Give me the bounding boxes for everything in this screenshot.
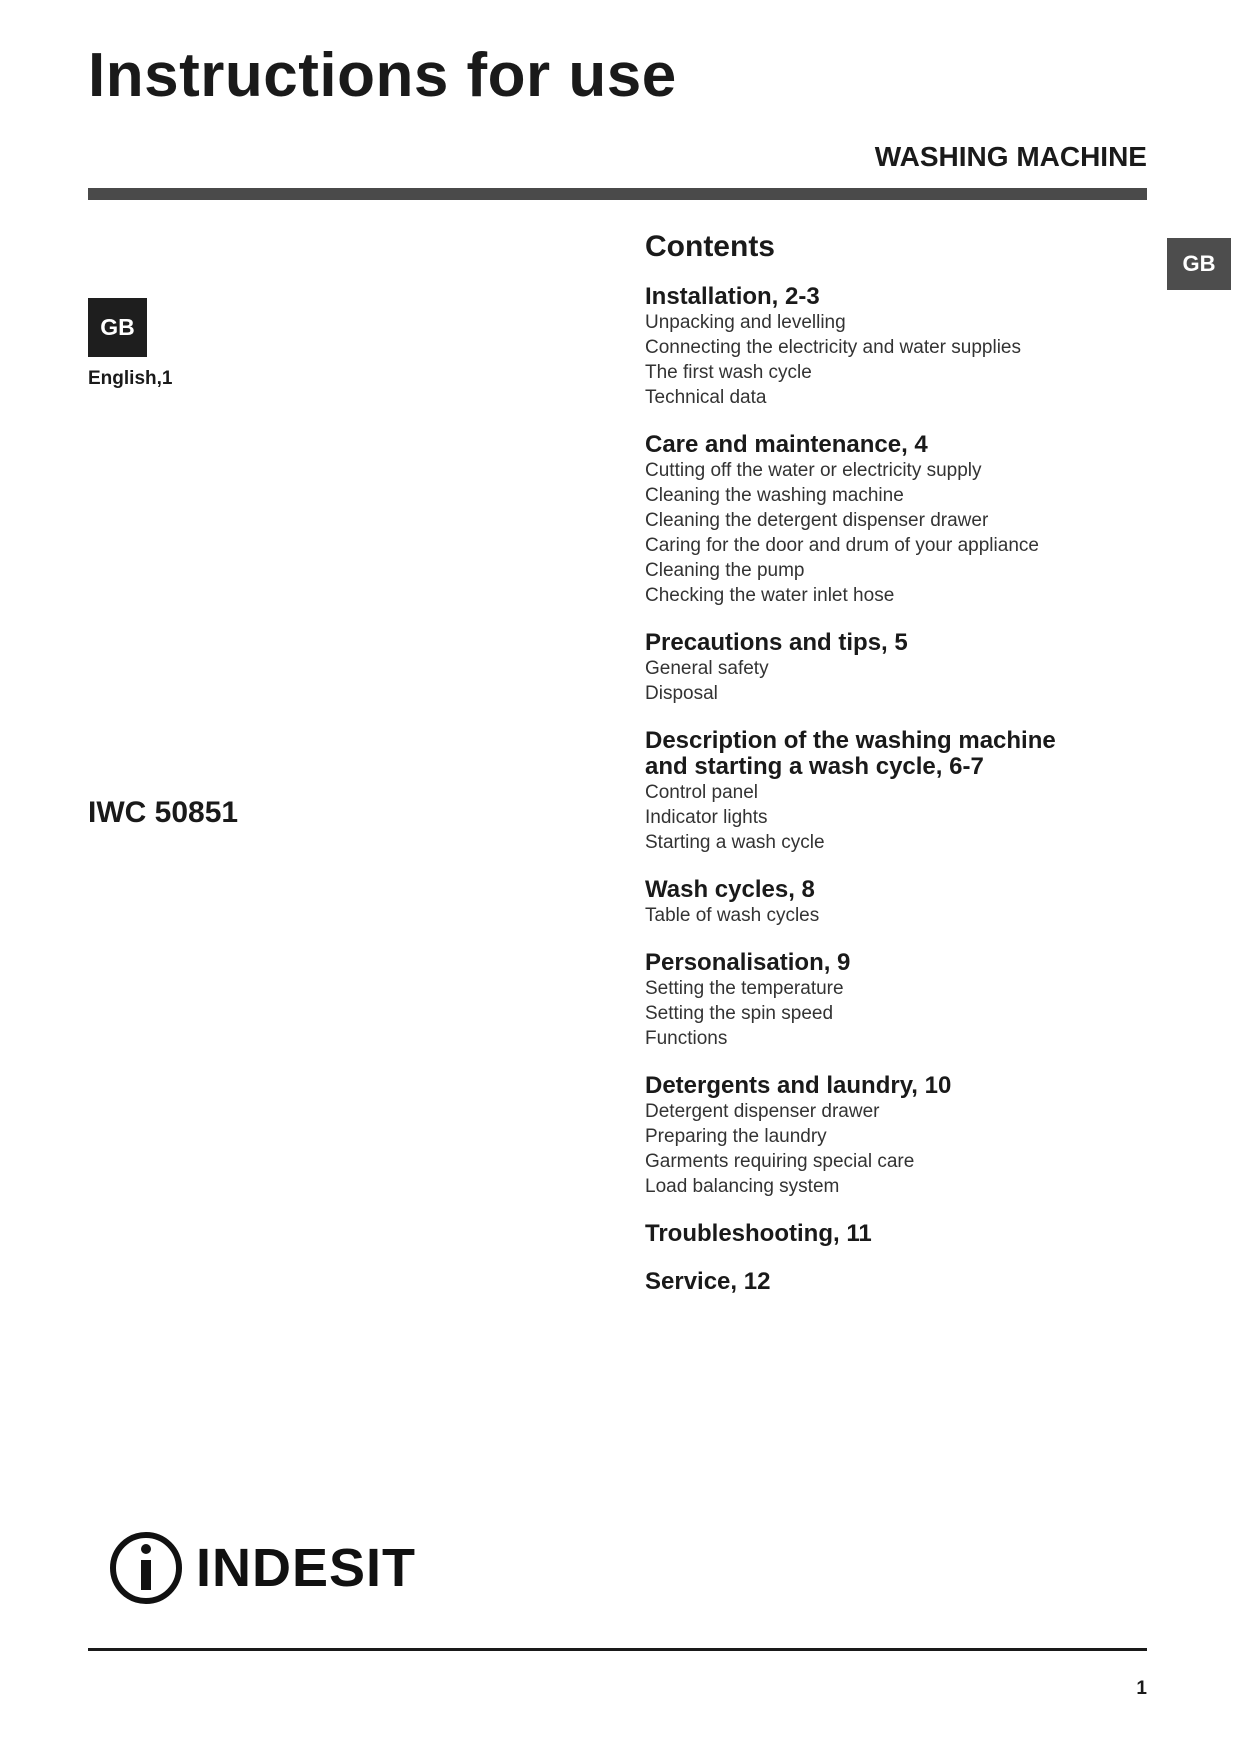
toc-item: Setting the spin speed	[645, 1003, 834, 1024]
toc-section	[645, 432, 1185, 608]
toc-section-title: Personalisation, 9	[645, 949, 851, 976]
toc-item: Starting a wash cycle	[645, 832, 825, 853]
toc-section	[645, 1269, 1185, 1295]
toc-section	[645, 877, 1185, 928]
table-of-contents	[645, 230, 1185, 1317]
toc-section-title: Service, 12	[645, 1268, 771, 1295]
toc-item: Caring for the door and drum of your appliance	[645, 535, 1039, 556]
toc-list	[645, 284, 1185, 1295]
toc-section	[645, 630, 1185, 706]
brand-name: INDESIT	[196, 1538, 417, 1598]
toc-section	[645, 728, 1185, 855]
toc-section-title: Care and maintenance, 4	[645, 431, 928, 458]
product-type: WASHING MACHINE	[874, 141, 1147, 172]
language-side-tab: GB	[1167, 238, 1231, 290]
toc-item: Unpacking and levelling	[645, 312, 846, 333]
toc-section-title: Wash cycles, 8	[645, 876, 815, 903]
page-number: 1	[1136, 1678, 1147, 1699]
toc-item: Cleaning the detergent dispenser drawer	[645, 510, 989, 531]
toc-item: Disposal	[645, 683, 718, 704]
toc-item: Cleaning the pump	[645, 560, 805, 581]
toc-item: Table of wash cycles	[645, 905, 820, 926]
toc-item: Connecting the electricity and water supplies	[645, 337, 1021, 358]
toc-section	[645, 1073, 1185, 1199]
toc-section-title: Precautions and tips, 5	[645, 629, 908, 656]
toc-item: Cleaning the washing machine	[645, 485, 904, 506]
toc-section	[645, 950, 1185, 1051]
toc-item: Functions	[645, 1028, 728, 1049]
header-divider	[88, 188, 1147, 200]
toc-item: Checking the water inlet hose	[645, 585, 895, 606]
model-number: IWC 50851	[88, 796, 239, 829]
toc-item: Control panel	[645, 782, 759, 803]
toc-section-title: Description of the washing machine and starting a wash cycle, 6-7	[645, 727, 1056, 780]
indesit-logo-icon	[108, 1530, 184, 1606]
toc-section-title: Installation, 2-3	[645, 283, 820, 310]
toc-section-title: Troubleshooting, 11	[645, 1220, 872, 1247]
contents-heading: Contents	[645, 230, 775, 263]
toc-item: Garments requiring special care	[645, 1151, 915, 1172]
brand-logo	[108, 1530, 416, 1606]
toc-item: Setting the temperature	[645, 978, 844, 999]
toc-item: Indicator lights	[645, 807, 768, 828]
footer-divider	[88, 1648, 1147, 1651]
toc-item: Technical data	[645, 387, 767, 408]
toc-section	[645, 1221, 1185, 1247]
toc-item: Detergent dispenser drawer	[645, 1101, 880, 1122]
document-title: Instructions for use	[88, 41, 677, 110]
toc-item: The first wash cycle	[645, 362, 812, 383]
toc-item: Preparing the laundry	[645, 1126, 827, 1147]
language-label: English,1	[88, 368, 173, 389]
toc-section-title: Detergents and laundry, 10	[645, 1072, 952, 1099]
toc-item: General safety	[645, 658, 769, 679]
toc-section	[645, 284, 1185, 410]
toc-item: Load balancing system	[645, 1176, 840, 1197]
language-badge: GB	[88, 298, 147, 357]
toc-item: Cutting off the water or electricity supply	[645, 460, 982, 481]
